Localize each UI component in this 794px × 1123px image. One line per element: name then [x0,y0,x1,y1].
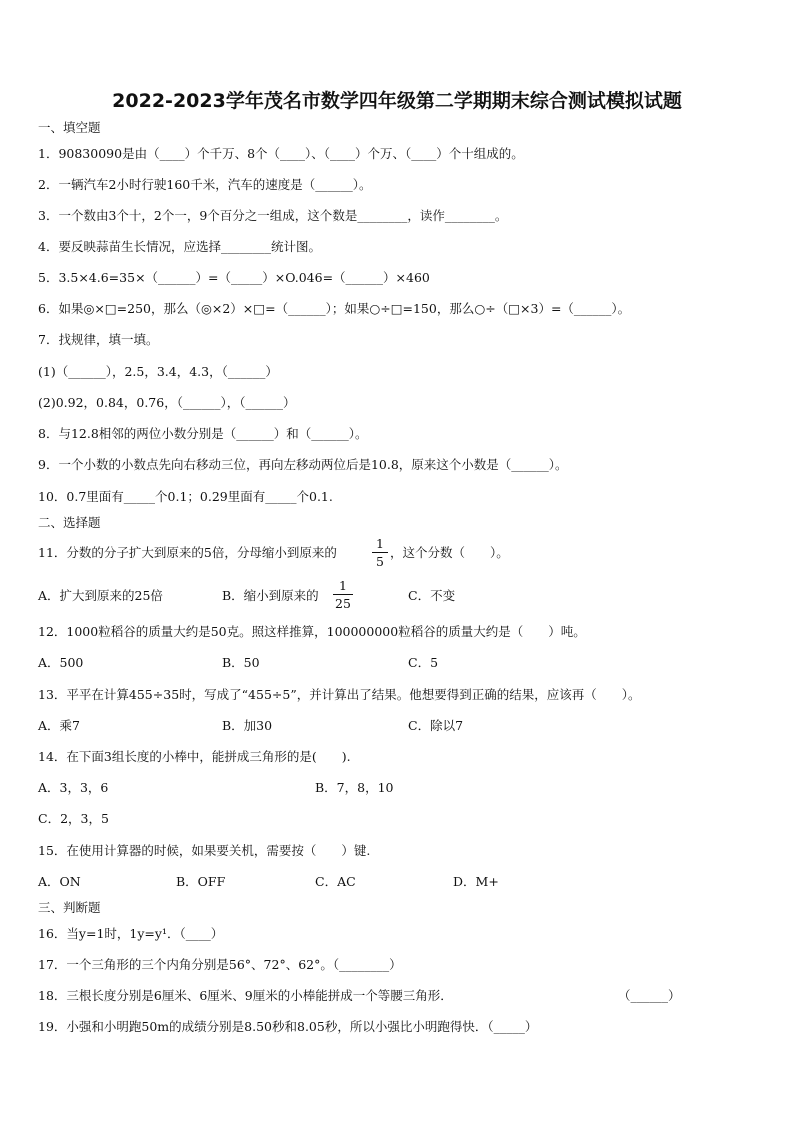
section-multiple-choice: 二、选择题 [38,515,101,530]
fraction-denominator: 25 [335,596,351,611]
question-15-option-a: A．ON [38,874,81,889]
fraction-bar [372,552,388,553]
fraction-numerator: 1 [376,536,384,551]
question-13-option-c: C．除以7 [408,718,464,733]
section-fill-blank: 一、填空题 [38,120,101,135]
question-4: 4．要反映蒜苗生长情况，应选择________统计图。 [38,239,321,254]
question-8: 8．与12.8相邻的两位小数分别是（______）和（______）。 [38,426,368,441]
question-12: 12．1000粒稻谷的质量大约是50克。照这样推算，100000000粒稻谷的质量大约是（ ）吨。 [38,624,586,639]
question-14: 14．在下面3组长度的小棒中，能拼成三角形的是( ). [38,749,351,764]
question-13-option-a: A．乘7 [38,718,80,733]
question-14-option-b: B．7，8，10 [315,780,394,795]
question-1: 1．90830090是由（____）个千万、8个（____）、（____）个万、（____）个十组成的。 [38,146,524,161]
question-18: 18．三根长度分别是6厘米、6厘米、9厘米的小棒能拼成一个等腰三角形． [38,988,453,1003]
question-11-tail: ，这个分数（ ）。 [390,545,509,560]
question-11-fraction [372,536,388,569]
fraction-bar [333,594,353,595]
question-12-option-b: B．50 [222,655,260,670]
section-true-false: 三、判断题 [38,900,101,915]
question-2: 2．一辆汽车2小时行驶160千米，汽车的速度是（______）。 [38,177,372,192]
page-title: 2022-2023学年茂名市数学四年级第二学期期末综合测试模拟试题 [112,90,682,112]
fraction-numerator: 1 [339,578,347,593]
question-17: 17．一个三角形的三个内角分别是56°、72°、62°。（________） [38,957,402,972]
question-5: 5．3.5×4.6=35×（______）=（_____）×O.046=（______）×460 [38,270,430,285]
question-7-part-2: (2)0.92，0.84，0.76，（______），（______） [38,395,296,410]
question-15: 15．在使用计算器的时候，如果要关机，需要按（ ）键. [38,843,371,858]
question-3: 3．一个数由3个十，2个一，9个百分之一组成，这个数是________，读作________。 [38,208,508,223]
question-11-option-b: B．缩小到原来的 [222,588,319,603]
question-12-option-c: C．5 [408,655,439,670]
question-7: 7．找规律，填一填。 [38,332,159,347]
question-18-blank: （______） [618,988,681,1003]
question-7-part-1: (1)（______），2.5，3.4，4.3，（______） [38,364,278,379]
question-16: 16．当y=1时，1y=y¹．（____） [38,926,224,941]
fraction-denominator: 5 [376,554,384,569]
question-19: 19．小强和小明跑50m的成绩分别是8.50秒和8.05秒，所以小强比小明跑得快．（_____） [38,1019,538,1034]
question-15-option-d: D．M+ [453,874,499,889]
question-11-option-a: A．扩大到原来的25倍 [38,588,163,603]
question-15-option-c: C．AC [315,874,356,889]
question-11-text: 11．分数的分子扩大到原来的5倍，分母缩小到原来的 [38,545,337,560]
question-13: 13．平平在计算455÷35时，写成了“455÷5”，并计算出了结果。他想要得到正确的结果，应该再（ ）。 [38,687,641,702]
question-9: 9．一个小数的小数点先向右移动三位，再向左移动两位后是10.8，原来这个小数是（______）。 [38,457,568,472]
question-10: 10．0.7里面有_____个0.1；0.29里面有_____个0.1. [38,489,333,504]
question-14-option-a: A．3，3，6 [38,780,109,795]
question-14-option-c: C．2，3，5 [38,811,109,826]
question-15-option-b: B．OFF [176,874,226,889]
question-12-option-a: A．500 [38,655,84,670]
question-11-option-c: C．不变 [408,588,456,603]
question-13-option-b: B．加30 [222,718,273,733]
question-11-option-b-fraction [333,578,353,611]
question-6: 6．如果◎×□=250，那么（◎×2）×□=（______）；如果○÷□=150，那么○÷（□×3）=（______）。 [38,301,631,316]
